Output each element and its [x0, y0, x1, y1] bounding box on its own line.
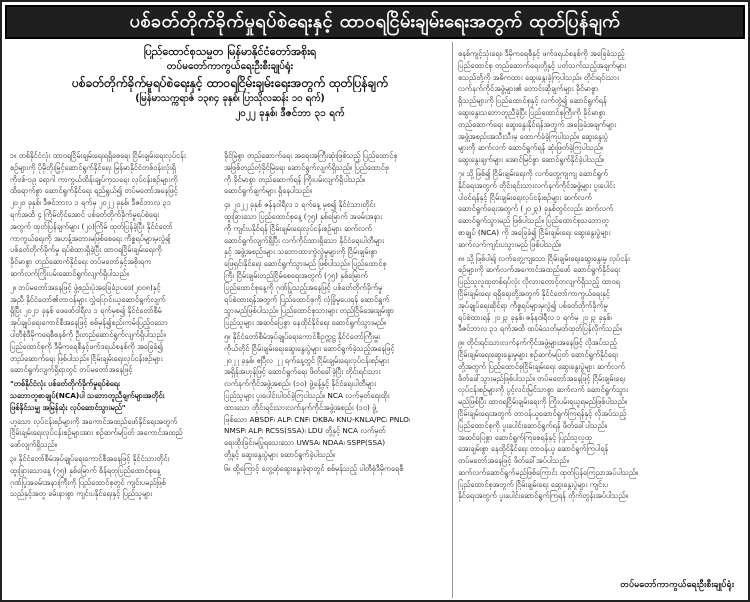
text-line: ခိုင်မြဲစွာ တည်ဆောက်ရေး အရေးအကြီးဆုံးဖြစ်သည့် ပြည်ထောင်စု — [224, 151, 398, 160]
text-line: ၈။ သို့ဖြစ်ပါ၍ လက်တွေ့ကျသော ငြိမ်းချမ်းရေးဆွေးနွေးမှု လုပ်ငန်း — [458, 253, 630, 263]
paragraph — [458, 253, 744, 336]
text-line: ပြည်ထောင်စုအတွက် ငြိမ်းချမ်းရေး ဆွေးနွေးပွဲများ ကျင်းပ — [458, 479, 609, 489]
text-line: အုပ်ချုပ်ရေးကောင်စီအနေဖြင့် စစ်မှန်၍စည်းကမ်းပြည့်ဝသော — [10, 318, 168, 328]
text-line: အတွက် ထုတ်ပြန်ချက်များ (၂၀)ကြိမ် ထုတ်ပြန်ခဲ့ပြီး နိုင်ငံတော် — [10, 221, 173, 231]
text-line: ဟူသော လုပ်ငန်းစဉ်များကို အကောင်အထည်ဖော်နိုင်ရေးအတွက် — [10, 416, 178, 426]
text-line: ၄။ ၂၀၂၂ ခုနှစ် ဇန်နဝါရီလ ၁ ရက်နေ့ မှစ၍ နိုင်ငံသားတိုင်း — [224, 200, 376, 210]
text-line: အရှိန်အဟုန်ဖြင့် ဆောင်ရွက်ရေး ဖိတ်ခေါ်ခဲ့ပြီး တိုင်းရင်းသား — [224, 367, 381, 377]
text-line: စသည်တို့ကို အဓိကထား ဆွေးနွေးခဲ့ကြပါသည်။ တိုင်းရင်းသား — [458, 72, 619, 82]
text-line: ပါတီစုံဒီမိုကရေစီစနစ်ကို ဦးတည်ဆောင်ရွက်လျက်ရှိပါသည်။ — [10, 329, 166, 339]
text-line: ပြည်သူများ ပူးပေါင်းပါဝင်ခဲ့ကြပါသည်။ NCA လက်မှတ်ရေးထိုး — [224, 390, 390, 400]
text-line: NMSP၊ ALP၊ RCSS(SSA)၊ LDU တို့နှင့် NCA လက်မှတ် — [224, 426, 386, 436]
paragraph — [10, 150, 218, 280]
text-line: ဆောင်ရွက်လျက်ရှိရာတွင် တပ်မတော်အနေဖြင့် — [10, 365, 133, 375]
text-line: ၂၀၂၂ ခုနှစ်၊ ဧပြီလ ၂၂ ရက်နေ့တွင် ငြိမ်းချမ်းရေးလုပ်ငန်းစဉ်များ — [224, 355, 389, 365]
text-line: တည်ဆောက်ရေး ဆွေးနွေးနိုင်ရန်အတွက် အခြေခံအချက်များ — [458, 119, 617, 129]
text-line: တပ်မတော်အနေဖြင့် ဖိတ်ခေါ်အပ်ပါသည်။ — [458, 456, 569, 466]
text-line: ထိရောက်စွာ ဆောင်ရွက်နိုင်ရေး ရည်ရွယ်၍ တပ်မတော်အနေဖြင့် — [10, 186, 178, 196]
text-line: ရှိသည်များကို ပြည်ထောင်စုနှင့် လက်တွဲ၍ ဆောင်ရွက်ရန် — [458, 96, 607, 106]
text-line: အဆင်ပြေစွာ ဆောင်ရွက်ကြစေရန်နှင့် ပြည်သူလူထု — [458, 432, 592, 442]
text-line: ငြိမ်းချမ်းရေးဆွေးနွေးမှုများ စဉ်ဆက်မပြတ် ဆောင်ရွက်နိုင်ရေး — [458, 349, 618, 359]
text-line: မည်ဖြစ်ပြီး ထာဝရငြိမ်းချမ်းရေးကို ကြိုးပမ်းရယူရမည်ဖြစ်ပါသည်။ — [458, 397, 627, 407]
text-line: ဂုဏ်ပြုအခမ်းအနားကြီးကို ပြည်ထောင်စုတွင် ကျင်းပမည်ဖြစ် — [10, 477, 166, 487]
text-line: ငြိမ်းချမ်းရေးလုပ်ငန်းစဉ်များအား စဉ်ဆက်မပြတ် အကောင်အထည် — [10, 428, 183, 438]
text-line: ပစ်ခတ်တိုက်ခိုက်မှု ရပ်စဲထားရှိခဲ့ပြီး ထာဝရငြိမ်းချမ်းရေးကို — [10, 245, 162, 255]
text-line: အညီ နိုင်ငံတော်၏တာဝန်များ လွှဲပြောင်းယူဆောင်ရွက်လျက် — [10, 294, 166, 304]
text-line: "တစ်နိုင်ငံလုံး ပစ်ခတ်တိုက်ခိုက်မှုရပ်စဲရေး — [10, 379, 120, 389]
text-line: ခိုင်မာစွာ တည်ဆောက်နိုင်ရေး တပ်မတော်နှင့်အစိုးရက — [10, 257, 152, 267]
text-line: နိုင်ရေးအတွက် ပူးပေါင်းဆောင်ရွက်ကြရန် တိုက်တွန်းအပ်ပါသည်။ — [458, 491, 628, 501]
paragraph — [224, 199, 448, 329]
text-line: ဖြေရှင်းနိုင်ရေး ဆောင်ရွက်သွားမည် ဖြစ်ပါသည်။ ပြည်ထောင်စု — [224, 259, 387, 269]
text-line: ထူးခြားသော ပြည်ထောင်စုနေ့ (၇၅) နှစ်မြောက် အခမ်းအနား — [224, 211, 383, 221]
header-date: ၂၀၂၂ ခုနှစ်၊ ဒီဇင်ဘာ ၃၁ ရက် — [235, 108, 345, 119]
column-separator — [452, 42, 453, 598]
body-column-2 — [224, 150, 448, 600]
paragraph — [458, 337, 744, 502]
text-line: ဖြစ်နိုင်သမျှ အမြန်ဆုံး လုပ်ဆောင်သွားမည်" — [10, 402, 126, 412]
text-line: စဉ်များကို ပိုမိုတိုးမြှင့်ဆောင်ရွက်နိုင်ရေး မြန်မာနိုင်ငံတစ်ဝန်းလုံးရှိ — [10, 162, 176, 172]
text-line: ရေးထိုးခြင်းမပြုရသေးသော UWSA၊ NDAA၊ SSPP(SSA) — [224, 438, 386, 448]
body-column-3 — [458, 48, 744, 598]
text-line: ဆက်လက်ကြိုးပမ်းဆောင်ရွက်လျက်ရှိပါသည်။ — [10, 268, 129, 278]
text-line: ဆွေးနွေးသဘောတူညီခဲ့ပြီး ပြည်ထောင်စုကြီးကို ခိုင်မာစွာ — [458, 107, 606, 117]
text-line: ကိုယ်တိုင် ငြိမ်းချမ်းရေးဆွေးနွေးပွဲများ ဆောင်ရွက်ခဲ့သည့်အနေဖြင့် — [224, 343, 395, 353]
text-line: ၇။ သို့ဖြစ်၍ ငြိမ်းချမ်းရေးကို လက်တွေ့ကျကျ ဆောင်ရွက် — [458, 168, 608, 178]
text-line: သဘောတူစာချုပ်(NCA)ပါ သဘောတူညီချက်များအတိုင်း — [10, 390, 165, 400]
paragraph — [458, 48, 744, 166]
text-line: ပြည်ထောင်စုကို ဒီမိုကရေစီနှင့်ဖက်ဒရယ်စနစ်ကို အခြေခံ၍ — [10, 341, 163, 351]
body-column-1 — [10, 150, 218, 600]
text-line: ထူးခြားသောနေ့ (၇၅) နှစ်မြောက် စိန်ရတုပြည်ထောင်စုနေ့ — [10, 465, 161, 475]
text-line: အဖြစ်တည်တံ့ခိုင်မြဲရေး ဆောင်ရွက်လျက်ရှိသည်။ ပြည်ထောင်စု — [224, 162, 390, 172]
text-line: ဆောင်ရွက်ချက်များ ရှိနေပါသည်။ — [224, 186, 312, 196]
paragraph — [224, 463, 448, 475]
text-line: ပြည်သူများ အဆင်ပြေစွာ နေထိုင်နိုင်ရေး ဆောင်ရွက်သွားမည်။ — [224, 318, 387, 328]
text-line: ဆက်လက်ကျင်းပသွားမည် ဖြစ်ပါသည်။ — [458, 239, 562, 249]
paragraph — [224, 331, 448, 461]
text-line: တို့အတွက် ပြည်ထောင်စုငြိမ်းချမ်းရေး ဆွေးနွေးပွဲများ ဆက်လက် — [458, 361, 626, 371]
text-line: ဖြစ်သော ABSDF၊ ALP၊ CNF၊ DKBA၊ KNU-KNLA/PC၊ PNLO၊ — [224, 414, 411, 424]
text-line: ထားသော တိုင်းရင်းသားလက်နက်ကိုင်အဖွဲ့အစည်း (၁၀) ဖွဲ့ — [224, 402, 377, 412]
text-line: ဒီဇင်ဘာလ ၃၁ ရက်အထိ ထပ်မံသတ်မှတ်ထုတ်ပြန်လိုက်သည်။ — [458, 324, 622, 334]
text-line: ပြည်ထောင်စု တည်ဆောက်ရေးတို့နှင့် ပတ်သက်သည့်အချက်များ — [458, 60, 627, 70]
text-line: တို့နှင့် ဆွေးနွေးပွဲများ ဆောင်ရွက်ခဲ့ပါသည်။ — [224, 449, 336, 459]
text-line: ကို ခိုင်မာစွာ တည်ဆောက်ရန် ကြိုးပမ်းလျက်ရှိပါသည်။ — [224, 174, 365, 184]
paragraph — [224, 150, 448, 197]
signature: တပ်မတော်ကာကွယ်ရေးဦးစီးချုပ်ရုံး — [620, 580, 734, 590]
text-line: ၂၀၂၀ ခုနှစ်၊ ဒီဇင်ဘာလ ၁ ရက်မှ ၂၀၂၂ ခုနှစ်၊ ဒီဇင်ဘာလ ၃၁ — [10, 198, 171, 208]
text-line: ငြိမ်းချမ်းရေး ရရှိရေးတို့အတွက် နိုင်ငံတော်ကာကွယ်ရေးနှင့် — [458, 288, 610, 298]
text-line: လုပ်ငန်းစဉ်များကို ပွင့်လင်းမြင်သာစွာ ဆက်လက် ဆောင်ရွက်သွား — [458, 385, 628, 395]
text-line: အေးချမ်းစွာ နေထိုင်နိုင်ရေး တာဝန်ယူ ဆောင်ရွက်ကြပါရန် — [458, 444, 609, 454]
text-line: ပြည်ထောင်စုနေ့ကို ဂုဏ်ပြုသည့်အနေဖြင့် ပစ်ခတ်တိုက်ခိုက်မှု — [224, 282, 383, 292]
text-line: ပြည်ထောင်စုကို ပူးပေါင်းဆောင်ရွက်ရန် ဖိတ်ခေါ်ပါသည်။ — [458, 420, 607, 430]
header-office: တပ်မတော်ကာကွယ်ရေးဦးစီးချုပ်ရုံး — [166, 61, 294, 72]
text-line: စနစ်ကျင့်သုံးရေး၊ ဒီမိုကရေစီနှင့် ဖက်ဒရယ်စနစ်ကို အခြေခံသည့် — [458, 49, 625, 58]
text-line: ပြည်သူလူထုတစ်ရပ်လုံး လိုလားတောင့်တလျက်ရှိသည့် ထာဝရ — [458, 277, 620, 287]
text-line: ဆွေးနွေးချက်များ အောင်မြင်စွာ ဆောင်ရွက်နိုင်ခဲ့ပါသည်။ — [458, 155, 605, 165]
text-line: ဆောင်ရွက်သွားမည် ဖြစ်ပါသည်။ ပြည်ထောင်စုသဘောတူ — [458, 216, 609, 226]
text-line: ၆။ ထို့ကြောင့် တွေ့ဆုံဆွေးနွေးခဲ့ရာတွင် စစ်မှန်သည့် ပါတီစုံဒီမိုကရေစီ — [224, 463, 404, 473]
text-line: များကို ဆက်လက် ဆောင်ရွက်ရန် ဆုံးဖြတ်ခဲ့ကြပါသည်။ — [458, 143, 604, 153]
paragraph — [10, 453, 218, 500]
text-line: ဖိတ်ခေါ်သွားမည်ဖြစ်ပါသည်။ တပ်မတော်အနေဖြင့် ငြိမ်းချမ်းရေး — [458, 373, 626, 383]
text-line: တည်ဆောက်ရေး ဖြစ်ပါသည်။ ငြိမ်းချမ်းရေးလုပ်ငန်းစဉ်များ — [10, 353, 163, 363]
text-line: ကို ကျင်းပနိုင်ရန် ငြိမ်းချမ်းရေးလုပ်ငန်းစဉ်များ ဆက်လက် — [224, 223, 373, 233]
header-statement-title: ပစ်ခတ်တိုက်ခိုက်မှုရပ်စဲရေးနှင့် ထာဝရငြိမ်းချမ်းရေးအတွက် ထုတ်ပြန်ချက် — [72, 76, 388, 90]
text-line: ၂။ တပ်မတော်အနေဖြင့် ဖွဲ့စည်းပုံအခြေခံဥပဒေ(၂၀၀၈)နှင့် — [10, 282, 161, 292]
text-line: ဆောင်ရွက်ရေးအတွက် (၂၀၂၃) ခုနှစ်တွင်လည်း ဆက်လက် — [458, 204, 614, 214]
text-line: လက်နက်ကိုင်အဖွဲ့များ၏ တောင်းဆိုချက်များ ခိုင်မာစွာ — [458, 84, 599, 94]
text-line: စာချုပ် (NCA) ကို အခြေခံ၍ ငြိမ်းချမ်းရေး ဆွေးနွေးပွဲများ — [458, 227, 611, 237]
text-line: ကာကွယ်ရေးကို အဟန့်အတားမဖြစ်စေရေး ကိစ္စရပ်များမှလွဲ၍ — [10, 233, 171, 243]
text-line: ပါဝင်ရန်နှင့် ငြိမ်းချမ်းရေးလုပ်ငန်းစဉ်များ ဆက်လက် — [458, 192, 592, 202]
paragraph — [10, 282, 218, 376]
text-line: ကိုဗစ်-၁၉ ရောဂါ ကာကွယ်ထိန်းချုပ်ကုသရေး လုပ်ငန်းစဉ်များကို — [10, 174, 178, 184]
title-banner — [5, 5, 745, 39]
text-line: ၅။ နိုင်ငံတော်စီမံအုပ်ချုပ်ရေးကောင်စီဥက္ကဋ္ဌ နိုင်ငံတော်ကြီးမှူး — [224, 331, 381, 341]
header-government: ပြည်ထောင်စုသမ္မတ မြန်မာနိုင်ငံတော်အစိုးရ — [143, 45, 317, 58]
text-line: အုပ်ချုပ်ရေးဆိုင်ရာ ကိစ္စရပ်များမှလွဲ၍ ပစ်ခတ်တိုက်ခိုက်မှု — [458, 300, 608, 310]
text-line: နှင့် အဖွဲ့အစည်းများ သဘောထားကွဲလွဲမှုများကို ငြိမ်းချမ်းစွာ — [224, 247, 378, 257]
header-myanmar-date: (မြန်မာသက္ကရာဇ် ၁၃၈၄ ခုနှစ်၊ ပြာသိုလဆန်း ၁၀ ရက်) — [135, 93, 325, 104]
text-line: ကြီး ငြိမ်းချမ်းတည်ငြိမ်စေရေးအတွက် (၇၅) နှစ်မြောက် — [224, 270, 368, 280]
banner-title: ပစ်ခတ်တိုက်ခိုက်မှုရပ်စဲရေးနှင့် ထာဝရငြိမ်းချမ်းရေးအတွက် ထုတ်ပြန်ချက် — [129, 10, 621, 32]
text-line: အဖွဲ့အစည်းအသီးသီးမှ ထောက်ခံခဲ့ကြပါသည်။ ဆွေးနွေးပွဲ — [458, 131, 608, 141]
text-line: ၁။ တစ်နိုင်ငံလုံး ထာဝရငြိမ်းချမ်းရေးရရှိစေရေး ငြိမ်းချမ်းရေးလုပ်ငန်း — [10, 151, 186, 160]
text-line: စဉ်များကို ဆက်လက်အကောင်အထည်ဖော် ဆောင်ရွက်နိုင်ရေး — [458, 265, 620, 275]
paragraph — [10, 416, 218, 451]
text-line: လက်နက်ကိုင်အဖွဲ့အစည်း (၁၀) ဖွဲ့ခန့်နှင့် နိုင်ငံရေးပါတီများ — [224, 379, 376, 389]
text-line: ရှိပြီး ၂၀၂၁ ခုနှစ် ဖေဖော်ဝါရီလ ၁ ရက်မှစ၍ နိုင်ငံတော်စီမံ — [10, 306, 162, 316]
text-line: ဆောင်ရွက်လျက်ရှိပြီး လက်ကိုင်ထားရှိသော နိုင်ငံရေးပါတီများ — [224, 235, 384, 245]
text-line: ၉။ တိုင်းရင်းသားလက်နက်ကိုင်အဖွဲ့များအနေဖြင့် လိုအပ်သည့် — [458, 338, 617, 348]
text-line: ငြိမ်းချမ်းရေးအတွက် တာဝန်ယူဆောင်ရွက်ကြရန်နှင့် လိုအပ်သည့် — [458, 408, 627, 418]
text-line: ရက်အထိ ၄ ကြိမ်တိုင်အောင် ပစ်ခတ်တိုက်ခိုက်မှုရပ်စဲရေး — [10, 209, 159, 219]
text-line: သည်နှင့်အတူ ခမ်းနားစွာ ကျင်းပနိုင်ရေးနှင့် ပြည်သူများ — [10, 489, 153, 499]
text-line: နိုင်ရေးအတွက် တိုင်းရင်းသားလက်နက်ကိုင်အဖွဲ့များ ပူးပေါင်း — [458, 180, 615, 190]
text-line: ၃။ နိုင်ငံတော်စီမံအုပ်ချုပ်ရေးကောင်စီအနေဖြင့် နိုင်ငံသားတိုင်း — [10, 453, 170, 463]
text-line: ရပ်စဲထားရန် ၂၀၂၃ ခုနှစ်၊ ဇန်နဝါရီလ ၁ ရက်မှ ၂၀၂၃ ခုနှစ်၊ — [458, 312, 612, 322]
paragraph — [10, 378, 218, 413]
document-header — [10, 44, 450, 122]
text-line: ရပ်စဲထားရန်အတွက် ပြည်ထောင်စုကို လုံခြုံမှုပေးရန် ဆောင်ရွက် — [224, 294, 390, 304]
text-line: သွားမည်ဖြစ်ပါသည်။ ပြည်ထောင်စုသားများ တည်ငြိမ်အေးချမ်းစွာ — [224, 306, 394, 316]
text-line: ဖော်လျက်ရှိသည်။ — [10, 440, 57, 450]
text-line: ဆက်လက်ဆောင်ရွက်မည်ဖြစ်ကြောင်း ထုတ်ပြန်ကြေညာအပ်ပါသည်။ — [458, 467, 639, 477]
paragraph — [458, 168, 744, 251]
